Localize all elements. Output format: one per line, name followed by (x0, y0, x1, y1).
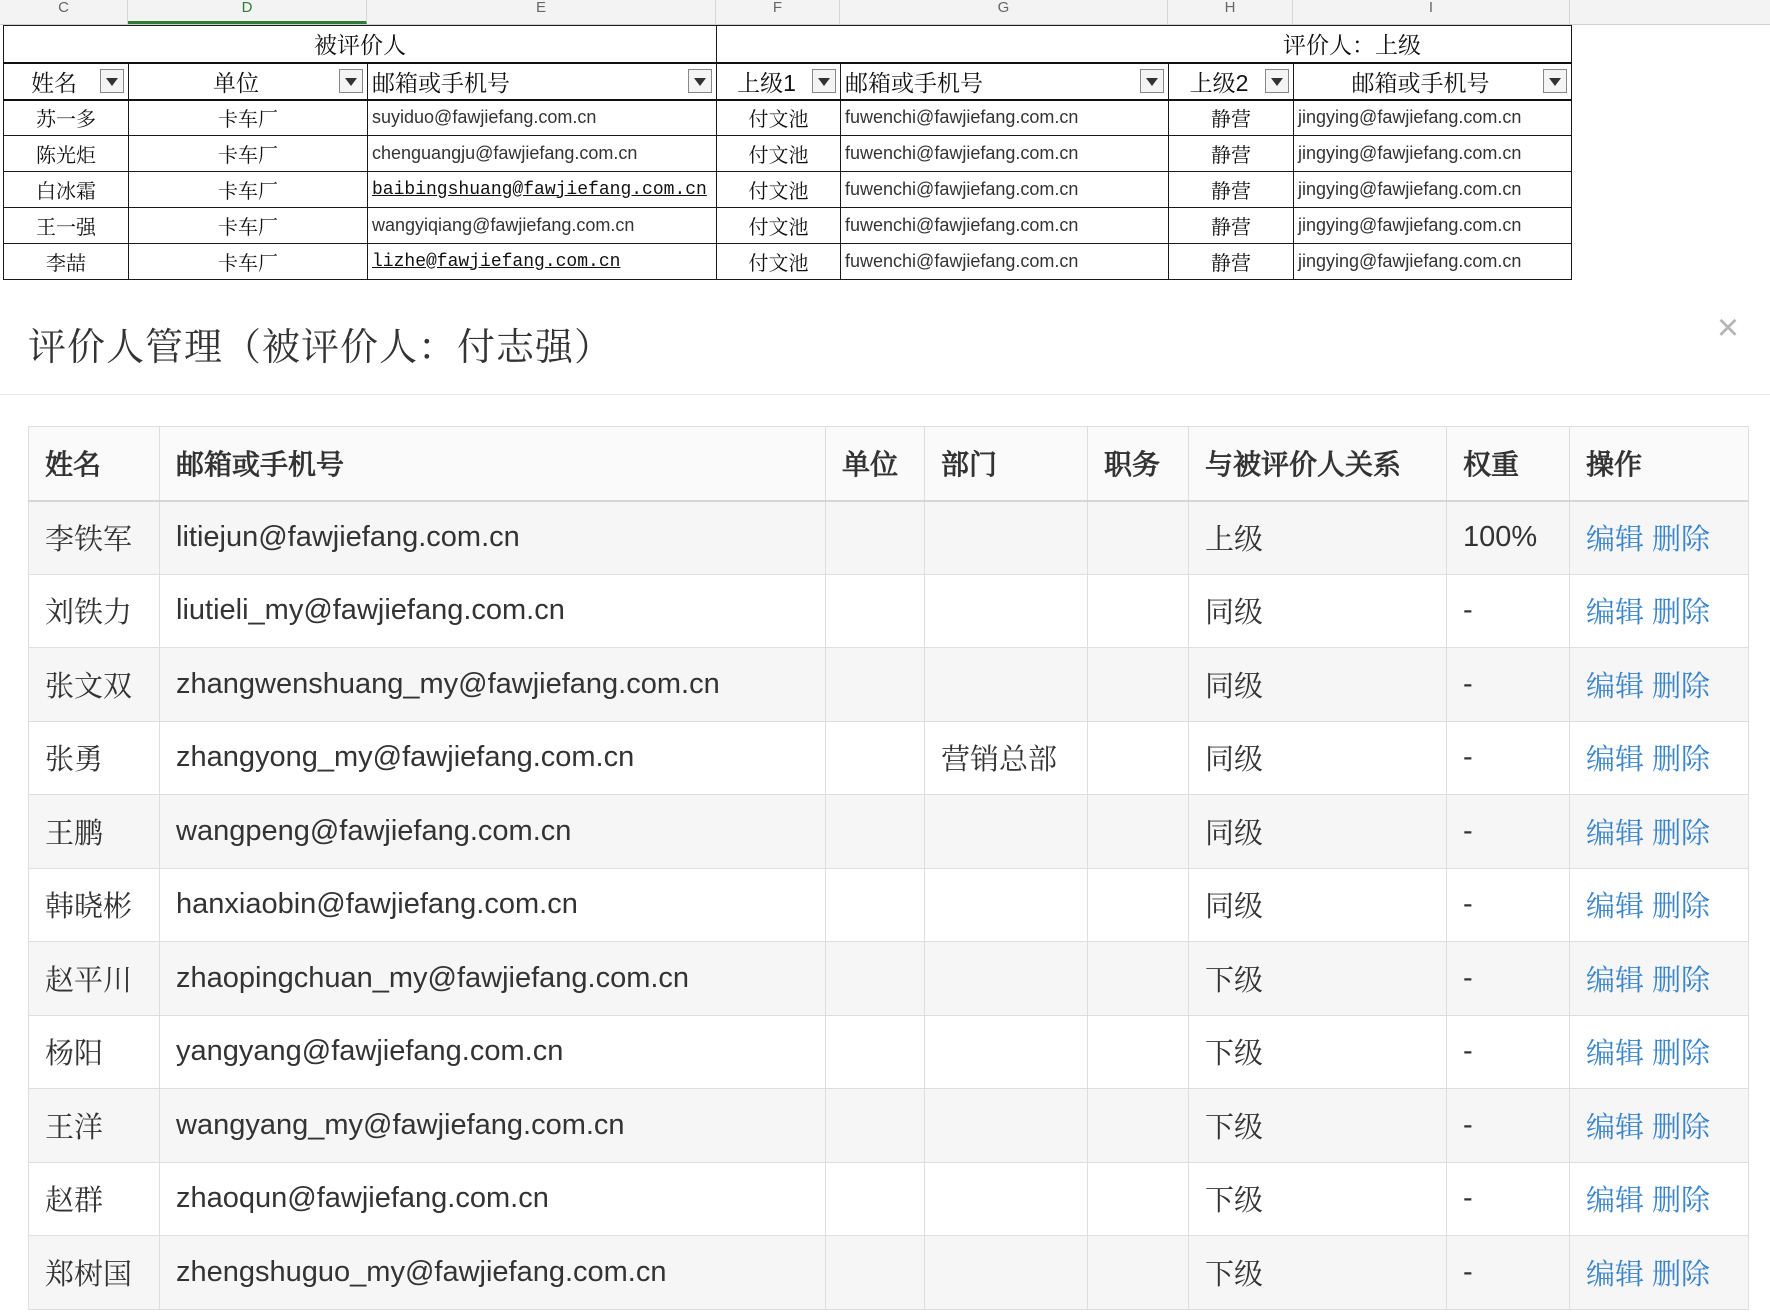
cell-superior2-email[interactable]: jingying@fawjiefang.com.cn (1294, 100, 1572, 136)
cell-email: zhangwenshuang_my@fawjiefang.com.cn (160, 648, 826, 722)
delete-link[interactable]: 删除 (1652, 891, 1711, 924)
delete-link[interactable]: 删除 (1652, 817, 1711, 850)
delete-link[interactable]: 删除 (1652, 964, 1711, 997)
cell-superior2-email[interactable]: jingying@fawjiefang.com.cn (1294, 172, 1572, 208)
cell-superior2[interactable]: 静营 (1169, 172, 1294, 208)
column-header-relation: 与被评价人关系 (1189, 427, 1447, 501)
cell-actions (1570, 1162, 1749, 1236)
cell-weight: - (1447, 1162, 1570, 1236)
cell-name: 刘铁力 (29, 574, 160, 648)
cell-weight: - (1447, 574, 1570, 648)
group-header-evaluatee[interactable]: 被评价人 (4, 26, 717, 63)
cell-actions (1570, 1089, 1749, 1163)
cell-superior2-email[interactable]: jingying@fawjiefang.com.cn (1294, 208, 1572, 244)
cell-superior1-email[interactable]: fuwenchi@fawjiefang.com.cn (841, 136, 1169, 172)
header-cell-superior1[interactable] (717, 63, 841, 100)
table-row (29, 1236, 1749, 1310)
cell-email[interactable]: chenguangju@fawjiefang.com.cn (368, 136, 717, 172)
table-row (29, 721, 1749, 795)
cell-superior2[interactable]: 静营 (1169, 136, 1294, 172)
cell-weight: 100% (1447, 501, 1570, 575)
cell-unit (826, 1015, 925, 1089)
cell-name: 王洋 (29, 1089, 160, 1163)
cell-superior2-email[interactable]: jingying@fawjiefang.com.cn (1294, 136, 1572, 172)
header-unit-label: 单位 (213, 69, 259, 96)
cell-unit[interactable]: 卡车厂 (129, 208, 368, 244)
cell-name: 杨阳 (29, 1015, 160, 1089)
cell-name[interactable]: 陈光炬 (4, 136, 129, 172)
column-header-name: 姓名 (29, 427, 160, 501)
cell-actions (1570, 721, 1749, 795)
cell-unit (826, 1236, 925, 1310)
spreadsheet (0, 0, 1770, 288)
cell-unit (826, 1162, 925, 1236)
table-row (29, 1162, 1749, 1236)
cell-department (925, 574, 1088, 648)
sheet-row (4, 172, 1572, 208)
cell-position (1088, 648, 1189, 722)
table-header-row (29, 427, 1749, 501)
header-cell-superior2[interactable] (1169, 63, 1294, 100)
cell-department (925, 868, 1088, 942)
column-header-bar (0, 0, 1770, 25)
cell-name[interactable]: 王一强 (4, 208, 129, 244)
cell-position (1088, 795, 1189, 869)
column-header-unit: 单位 (826, 427, 925, 501)
cell-superior1[interactable]: 付文池 (717, 208, 841, 244)
cell-email: zhaoqun@fawjiefang.com.cn (160, 1162, 826, 1236)
column-letter-f[interactable]: F (716, 0, 840, 24)
cell-department (925, 1162, 1088, 1236)
cell-superior2[interactable]: 静营 (1169, 208, 1294, 244)
header-cell-email[interactable] (368, 63, 717, 100)
cell-position (1088, 1162, 1189, 1236)
cell-relation: 下级 (1189, 1015, 1447, 1089)
delete-link[interactable]: 删除 (1652, 597, 1711, 630)
cell-email[interactable]: suyiduo@fawjiefang.com.cn (368, 100, 717, 136)
cell-unit (826, 721, 925, 795)
column-header-action: 操作 (1570, 427, 1749, 501)
header-cell-name[interactable] (4, 63, 129, 100)
cell-unit (826, 1089, 925, 1163)
cell-relation: 下级 (1189, 1236, 1447, 1310)
filter-dropdown-icon[interactable] (1140, 69, 1164, 93)
cell-weight: - (1447, 868, 1570, 942)
cell-relation: 同级 (1189, 574, 1447, 648)
column-letter-d[interactable]: D (128, 0, 367, 24)
cell-relation: 上级 (1189, 501, 1447, 575)
cell-email: zhangyong_my@fawjiefang.com.cn (160, 721, 826, 795)
cell-actions (1570, 574, 1749, 648)
divider (0, 394, 1770, 395)
modal-title: 评价人管理（被评价人：付志强） (28, 327, 614, 369)
cell-actions (1570, 1236, 1749, 1310)
edit-link[interactable]: 编辑 (1586, 744, 1645, 777)
edit-link[interactable]: 编辑 (1586, 891, 1645, 924)
table-row (29, 868, 1749, 942)
cell-name: 李铁军 (29, 501, 160, 575)
cell-superior2-email[interactable]: jingying@fawjiefang.com.cn (1294, 244, 1572, 280)
column-header-weight: 权重 (1447, 427, 1570, 501)
cell-actions (1570, 942, 1749, 1016)
edit-link[interactable]: 编辑 (1586, 524, 1645, 556)
cell-weight: - (1447, 795, 1570, 869)
cell-department (925, 1015, 1088, 1089)
cell-email: liutieli_my@fawjiefang.com.cn (160, 574, 826, 648)
cell-email: litiejun@fawjiefang.com.cn (160, 501, 826, 575)
cell-name: 赵群 (29, 1162, 160, 1236)
column-header-email: 邮箱或手机号 (160, 427, 826, 501)
cell-unit[interactable]: 卡车厂 (129, 136, 368, 172)
cell-superior2[interactable]: 静营 (1169, 100, 1294, 136)
cell-actions (1570, 1015, 1749, 1089)
cell-actions (1570, 795, 1749, 869)
column-header-department: 部门 (925, 427, 1088, 501)
cell-email: wangyang_my@fawjiefang.com.cn (160, 1089, 826, 1163)
sheet-row (4, 100, 1572, 136)
delete-link[interactable]: 删除 (1652, 670, 1711, 703)
cell-position (1088, 1015, 1189, 1089)
header-cell-unit[interactable] (129, 63, 368, 100)
header-cell-superior2-email[interactable] (1294, 63, 1572, 100)
cell-relation: 下级 (1189, 942, 1447, 1016)
sheet-row (4, 136, 1572, 172)
header-superior2-label: 上级2 (1189, 69, 1249, 96)
close-icon[interactable]: × (1716, 307, 1740, 349)
table-row (29, 942, 1749, 1016)
cell-actions (1570, 648, 1749, 722)
header-superior1-email-label: 邮箱或手机号 (845, 69, 983, 96)
edit-link[interactable]: 编辑 (1586, 597, 1645, 630)
cell-relation: 同级 (1189, 721, 1447, 795)
delete-link[interactable]: 删除 (1652, 1185, 1711, 1218)
cell-superior1-email[interactable]: fuwenchi@fawjiefang.com.cn (841, 172, 1169, 208)
cell-name: 郑树国 (29, 1236, 160, 1310)
cell-superior1[interactable]: 付文池 (717, 136, 841, 172)
cell-unit[interactable]: 卡车厂 (129, 100, 368, 136)
cell-superior1[interactable]: 付文池 (717, 244, 841, 280)
filter-dropdown-icon[interactable] (812, 69, 836, 93)
cell-unit (826, 501, 925, 575)
cell-department (925, 501, 1088, 575)
table-row (29, 1015, 1749, 1089)
table-row (29, 1089, 1749, 1163)
cell-weight: - (1447, 1015, 1570, 1089)
cell-email: hanxiaobin@fawjiefang.com.cn (160, 868, 826, 942)
edit-link[interactable]: 编辑 (1586, 817, 1645, 850)
cell-relation: 同级 (1189, 795, 1447, 869)
cell-weight: - (1447, 1236, 1570, 1310)
cell-name: 张文双 (29, 648, 160, 722)
table-row (29, 574, 1749, 648)
cell-position (1088, 1089, 1189, 1163)
cell-name: 韩晓彬 (29, 868, 160, 942)
filter-dropdown-icon[interactable] (1543, 69, 1567, 93)
cell-email[interactable]: wangyiqiang@fawjiefang.com.cn (368, 208, 717, 244)
cell-department (925, 795, 1088, 869)
delete-link[interactable]: 删除 (1652, 1258, 1711, 1291)
header-cell-superior1-email[interactable] (841, 63, 1169, 100)
cell-position (1088, 501, 1189, 575)
cell-superior1[interactable]: 付文池 (717, 100, 841, 136)
filter-dropdown-icon[interactable] (100, 69, 124, 93)
edit-link[interactable]: 编辑 (1586, 1038, 1645, 1071)
edit-link[interactable]: 编辑 (1586, 670, 1645, 703)
cell-email: wangpeng@fawjiefang.com.cn (160, 795, 826, 869)
cell-superior1-email[interactable]: fuwenchi@fawjiefang.com.cn (841, 100, 1169, 136)
cell-actions (1570, 868, 1749, 942)
delete-link[interactable]: 删除 (1652, 1038, 1711, 1071)
cell-email-hyperlink[interactable]: lizhe@fawjiefang.com.cn (368, 244, 717, 280)
column-letter-i[interactable]: I (1293, 0, 1570, 24)
cell-unit (826, 648, 925, 722)
cell-weight: - (1447, 1089, 1570, 1163)
group-header-evaluator-superior[interactable]: 评价人：上级 (717, 26, 1572, 63)
table-row (29, 648, 1749, 722)
filter-dropdown-icon[interactable] (339, 69, 363, 93)
delete-link[interactable]: 删除 (1652, 744, 1711, 777)
header-email-label: 邮箱或手机号 (372, 69, 510, 96)
filter-dropdown-icon[interactable] (688, 69, 712, 93)
cell-department (925, 648, 1088, 722)
cell-email: zhaopingchuan_my@fawjiefang.com.cn (160, 942, 826, 1016)
filter-dropdown-icon[interactable] (1265, 69, 1289, 93)
cell-unit (826, 868, 925, 942)
cell-weight: - (1447, 648, 1570, 722)
header-superior2-email-label: 邮箱或手机号 (1351, 69, 1490, 96)
cell-department (925, 1236, 1088, 1310)
evaluator-management-modal (0, 288, 1770, 1316)
sheet-grid (3, 25, 1572, 280)
edit-link[interactable]: 编辑 (1586, 1111, 1645, 1144)
cell-position (1088, 721, 1189, 795)
cell-email: yangyang@fawjiefang.com.cn (160, 1015, 826, 1089)
header-superior1-label: 上级1 (737, 69, 796, 96)
cell-unit (826, 942, 925, 1016)
edit-link[interactable]: 编辑 (1586, 964, 1645, 997)
cell-relation: 下级 (1189, 1089, 1447, 1163)
cell-relation: 同级 (1189, 648, 1447, 722)
cell-position (1088, 1236, 1189, 1310)
column-letter-g[interactable]: G (840, 0, 1168, 24)
evaluator-table (28, 426, 1749, 1310)
table-row (29, 795, 1749, 869)
header-name-label: 姓名 (31, 69, 77, 96)
cell-name: 赵平川 (29, 942, 160, 1016)
cell-superior1-email[interactable]: fuwenchi@fawjiefang.com.cn (841, 208, 1169, 244)
cell-position (1088, 942, 1189, 1016)
table-row (29, 501, 1749, 575)
cell-weight: - (1447, 721, 1570, 795)
cell-name: 王鹏 (29, 795, 160, 869)
cell-unit (826, 574, 925, 648)
cell-unit (826, 795, 925, 869)
cell-position (1088, 574, 1189, 648)
cell-actions (1570, 501, 1749, 575)
edit-link[interactable]: 编辑 (1586, 1258, 1645, 1291)
delete-link[interactable]: 删除 (1652, 524, 1711, 556)
cell-department: 营销总部 (925, 721, 1088, 795)
cell-name: 张勇 (29, 721, 160, 795)
sheet-row (4, 244, 1572, 280)
column-letter-c[interactable]: C (0, 0, 128, 24)
cell-relation: 下级 (1189, 1162, 1447, 1236)
cell-position (1088, 868, 1189, 942)
delete-link[interactable]: 删除 (1652, 1111, 1711, 1144)
cell-name[interactable]: 苏一多 (4, 100, 129, 136)
cell-name[interactable]: 白冰霜 (4, 172, 129, 208)
cell-department (925, 942, 1088, 1016)
cell-unit[interactable]: 卡车厂 (129, 172, 368, 208)
cell-email-hyperlink[interactable]: baibingshuang@fawjiefang.com.cn (368, 172, 717, 208)
cell-email: zhengshuguo_my@fawjiefang.com.cn (160, 1236, 826, 1310)
cell-superior2[interactable]: 静营 (1169, 244, 1294, 280)
cell-weight: - (1447, 942, 1570, 1016)
cell-department (925, 1089, 1088, 1163)
column-header-position: 职务 (1088, 427, 1189, 501)
cell-superior1-email[interactable]: fuwenchi@fawjiefang.com.cn (841, 244, 1169, 280)
cell-relation: 同级 (1189, 868, 1447, 942)
cell-unit[interactable]: 卡车厂 (129, 244, 368, 280)
sheet-row (4, 208, 1572, 244)
edit-link[interactable]: 编辑 (1586, 1185, 1645, 1218)
cell-name[interactable]: 李喆 (4, 244, 129, 280)
column-letter-e[interactable]: E (367, 0, 716, 24)
column-letter-h[interactable]: H (1168, 0, 1293, 24)
cell-superior1[interactable]: 付文池 (717, 172, 841, 208)
